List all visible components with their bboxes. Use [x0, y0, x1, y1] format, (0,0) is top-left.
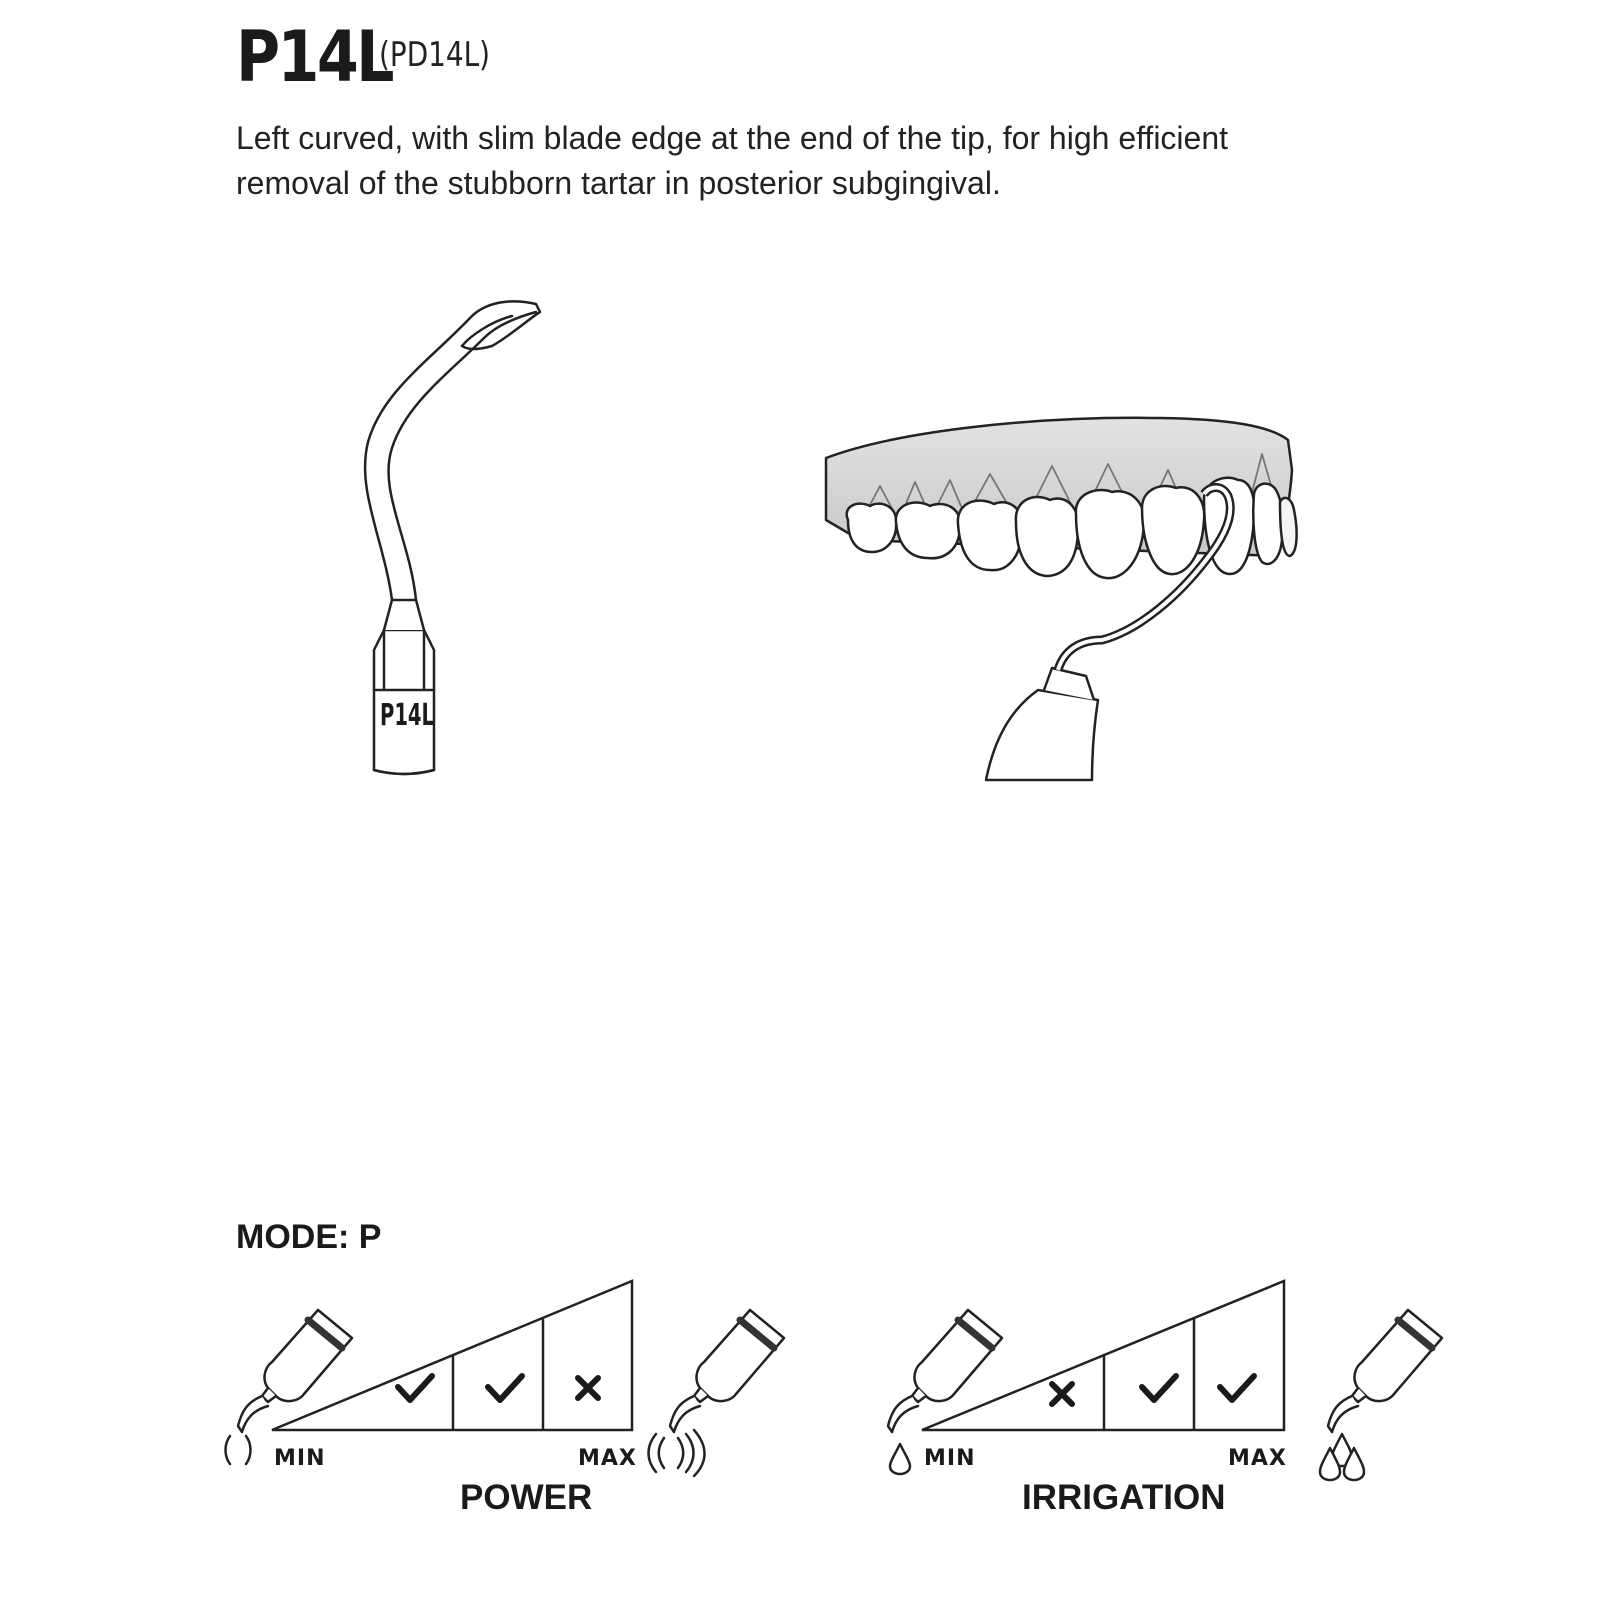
tip-engraving: P14L: [380, 698, 434, 733]
description-line-1: Left curved, with slim blade edge at the end of the tip, for high efficient: [236, 120, 1229, 156]
power-max-label: MAX: [578, 1446, 637, 1471]
mode-label: MODE: P: [236, 1218, 382, 1256]
teeth-application-illustration: [826, 418, 1297, 780]
vibration-max-icon: [649, 1430, 705, 1476]
water-drop-max-icon: [1320, 1434, 1364, 1480]
power-min-label: MIN: [274, 1446, 326, 1471]
alt-model-name: (PD14L): [379, 35, 491, 75]
irrigation-label: IRRIGATION: [1022, 1478, 1226, 1517]
description-line-2: removal of the stubborn tartar in posterior subgingival.: [236, 165, 1001, 201]
handpiece-icon: [1328, 1310, 1442, 1432]
model-name: P14L: [236, 16, 392, 98]
water-drop-min-icon: [890, 1444, 910, 1474]
handpiece-icon: [670, 1310, 784, 1432]
vibration-min-icon: [226, 1436, 251, 1464]
irrigation-max-label: MAX: [1228, 1446, 1287, 1471]
irrigation-min-label: MIN: [924, 1446, 976, 1471]
power-label: POWER: [460, 1478, 593, 1517]
